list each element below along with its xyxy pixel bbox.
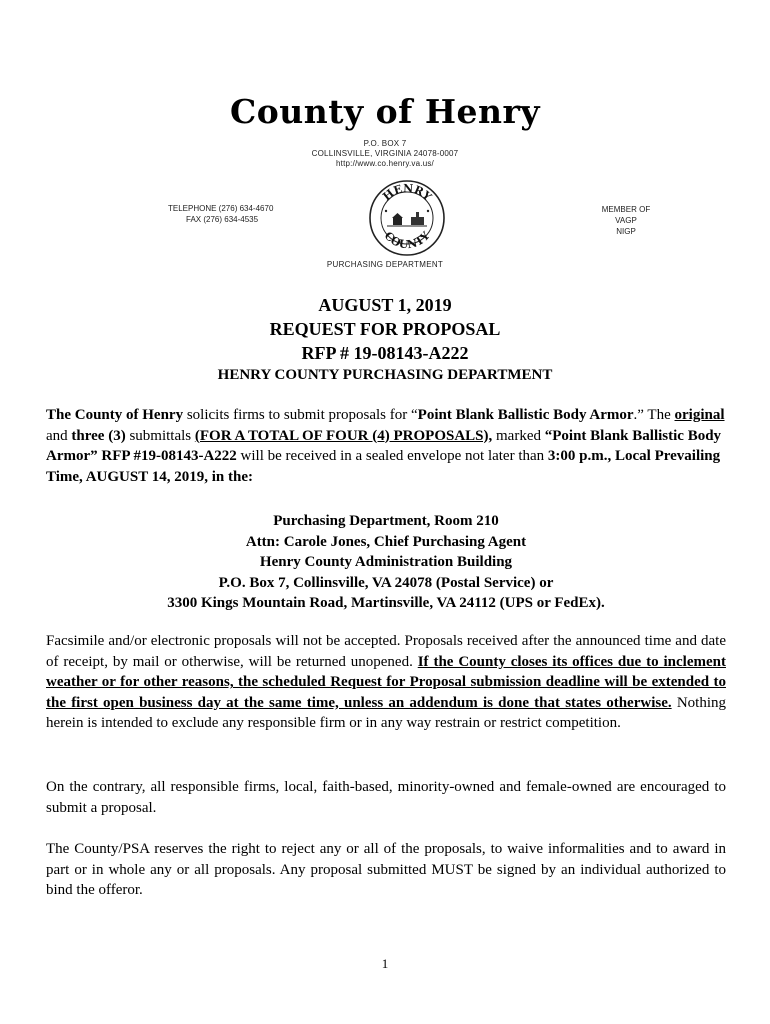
- address-line-3: Henry County Administration Building: [259, 554, 513, 571]
- address-line-4: P.O. Box 7, Collinsville, VA 24078 (Postal Service) or: [218, 574, 554, 591]
- letterhead-fax: FAX (276) 634-4535: [186, 215, 259, 224]
- address-line-1: Purchasing Department, Room 210: [273, 513, 499, 529]
- svg-text:COUNTY: [382, 229, 433, 251]
- intro-county: The County of Henry: [46, 407, 184, 423]
- intro-deadline: 3:00 p.m., Local Prevailing Time, AUGUST 14, 2019, in the:: [46, 448, 721, 485]
- paragraph-encouragement: On the contrary, all responsible firms, local, faith-based, minority-owned and female-owned are encouraged to submit a proposal.: [46, 779, 726, 816]
- seal-bottom-text: COUNTY: [381, 229, 433, 252]
- heading-doc-type: REQUEST FOR PROPOSAL: [269, 319, 501, 339]
- paragraph-reservation: The County/PSA reserves the right to reject any or all of the proposals, to waive informalities and to award in part or in whole any or all proposals. Any proposal submitted MUST be signed by an individual authorized to bind the offeror.: [46, 841, 726, 899]
- county-seal-icon: [367, 178, 447, 258]
- page-number: 1: [381, 956, 389, 971]
- seal-top-text: HENRY: [380, 181, 434, 204]
- member-nigp: NIGP: [616, 227, 636, 236]
- letterhead-telephone: TELEPHONE (276) 634-4670: [168, 204, 274, 213]
- weather-closure-notice: If the County closes its offices due to inclement weather or for other reasons, the scheduled Request for Proposal submission deadline will be extended to the first open business day at the same time, unless an addendum is done that states otherwise.: [46, 653, 726, 711]
- member-of-label: MEMBER OF: [601, 205, 651, 214]
- heading-rfp-number: RFP # 19-08143-A222: [301, 343, 469, 363]
- letterhead-po-box: P.O. BOX 7: [363, 139, 407, 148]
- letterhead-department: PURCHASING DEPARTMENT: [326, 260, 444, 269]
- paragraph-intro: The County of Henry solicits firms to submit proposals for “Point Blank Ballistic Body Armor.” The original and three (3) submittals (FOR A TOTAL OF FOUR (4) PROPOSALS), marked “Point Blank Ballistic Body Armor” RFP #19-08143-A222 will be received in a sealed envelope not later than 3:00 p.m., Local Prevailing Time, AUGUST 14, 2019, in the:: [46, 407, 725, 485]
- heading-date: AUGUST 1, 2019: [318, 295, 452, 315]
- member-vagp: VAGP: [615, 216, 637, 225]
- letterhead-title: County of Henry: [229, 92, 541, 131]
- letterhead-url: http://www.co.henry.va.us/: [336, 159, 434, 168]
- delivery-address: [46, 511, 726, 614]
- intro-total-proposals: (FOR A TOTAL OF FOUR (4) PROPOSALS),: [194, 427, 493, 444]
- letterhead-city: COLLINSVILLE, VIRGINIA 24078-0007: [311, 149, 459, 158]
- paragraph-submission-rules: Facsimile and/or electronic proposals will not be accepted. Proposals received after the announced time and date of receipt, by mail or otherwise, will be returned unopened. If the County closes its offices due to inclement weather or for other reasons, the scheduled Request for Proposal submission deadline will be extended to the first open business day at the same time, unless an addendum is done that states otherwise. Nothing herein is intended to exclude any responsible firm or in any way restrain or restrict competition.: [46, 633, 726, 732]
- address-line-5: 3300 Kings Mountain Road, Martinsville, VA 24112 (UPS or FedEx).: [167, 595, 605, 612]
- address-line-2: Attn: Carole Jones, Chief Purchasing Agent: [245, 533, 527, 550]
- heading-department: HENRY COUNTY PURCHASING DEPARTMENT: [217, 367, 553, 383]
- svg-text:HENRY: [380, 182, 434, 204]
